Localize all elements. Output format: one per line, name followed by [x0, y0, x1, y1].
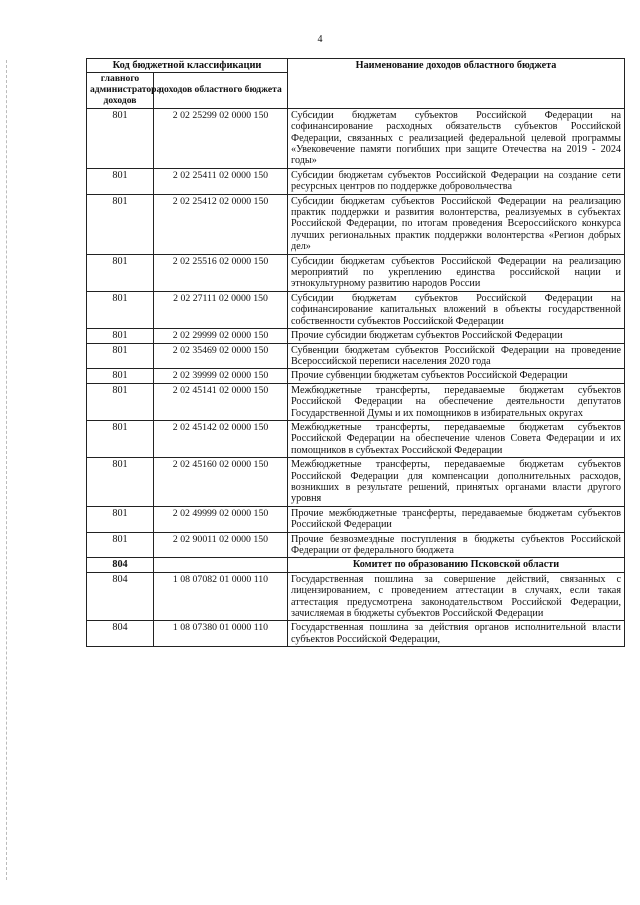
- revenue-name-cell: Субсидии бюджетам субъектов Российской Федерации на софинансирование капитальных вложений в объекты государственной собственности субъектов Российской Федерации: [288, 291, 625, 328]
- revenue-code-cell: 2 02 27111 02 0000 150: [154, 291, 288, 328]
- revenue-name-cell: Прочие субсидии бюджетам субъектов Российской Федерации: [288, 329, 625, 343]
- revenue-name-cell: Прочие безвозмездные поступления в бюджеты субъектов Российской Федерации от федерального бюджета: [288, 532, 625, 558]
- admin-code-cell: 801: [87, 506, 154, 532]
- revenue-name-cell: Прочие субвенции бюджетам субъектов Российской Федерации: [288, 369, 625, 383]
- budget-classification-table: [86, 58, 625, 647]
- left-margin-scan-line: [6, 60, 8, 880]
- revenue-name-cell: Субвенции бюджетам субъектов Российской Федерации на проведение Всероссийской переписи населения 2020 года: [288, 343, 625, 369]
- name-column-header: Наименование доходов областного бюджета: [288, 59, 625, 109]
- table-row: [87, 343, 625, 369]
- admin-code-cell: 801: [87, 194, 154, 254]
- admin-code-cell: 804: [87, 621, 154, 647]
- revenue-code-cell: 2 02 45141 02 0000 150: [154, 383, 288, 420]
- revenue-name-cell: Межбюджетные трансферты, передаваемые бюджетам субъектов Российской Федерации на обеспечение деятельности депутатов Государственной Думы и их помощников в избирательных округах: [288, 383, 625, 420]
- revenue-name-cell: Государственная пошлина за действия органов исполнительной власти субъектов Российской Федерации,: [288, 621, 625, 647]
- admin-code-cell: 801: [87, 369, 154, 383]
- admin-code-cell: 801: [87, 168, 154, 194]
- table-row: [87, 369, 625, 383]
- table-row: [87, 572, 625, 621]
- admin-code-cell: 804: [87, 558, 154, 572]
- table-row: [87, 194, 625, 254]
- group-header: Код бюджетной классификации: [87, 59, 288, 73]
- table-row: [87, 329, 625, 343]
- table-row: [87, 532, 625, 558]
- revenue-name-cell: Межбюджетные трансферты, передаваемые бюджетам субъектов Российской Федерации на обеспечение членов Совета Федерации и их помощников в субъектах Российской Федерации: [288, 420, 625, 457]
- revenue-name-cell: Субсидии бюджетам субъектов Российской Федерации на софинансирование расходных обязательств субъектов Российской Федерации, связанных с реализацией федеральной целевой программы «Увековечение памяти погибших при защите Отечества на 2019 - 2024 годы»: [288, 108, 625, 168]
- table-row: [87, 108, 625, 168]
- table-header-group-row: [87, 59, 625, 73]
- table-body: [87, 108, 625, 646]
- admin-code-cell: 801: [87, 254, 154, 291]
- admin-code-cell: 801: [87, 329, 154, 343]
- revenue-name-cell: Субсидии бюджетам субъектов Российской Федерации на реализацию практик поддержки и развития волонтерства, реализуемых в субъектах Российской Федерации, по итогам проведения Всероссийского конкурса лучших региональных практик поддержки волонтерства «Регион добрых дел»: [288, 194, 625, 254]
- admin-code-cell: 804: [87, 572, 154, 621]
- table-row: [87, 420, 625, 457]
- revenue-code-cell: 1 08 07082 01 0000 110: [154, 572, 288, 621]
- table-row: [87, 458, 625, 507]
- table-row: [87, 621, 625, 647]
- revenue-code-cell: 2 02 25516 02 0000 150: [154, 254, 288, 291]
- table-row: [87, 254, 625, 291]
- table-row: [87, 506, 625, 532]
- admin-code-cell: 801: [87, 291, 154, 328]
- revenue-code-cell: 2 02 35469 02 0000 150: [154, 343, 288, 369]
- revenue-code-cell: 2 02 25412 02 0000 150: [154, 194, 288, 254]
- table-row: [87, 291, 625, 328]
- revenue-code-cell: 2 02 29999 02 0000 150: [154, 329, 288, 343]
- revenue-code-cell: 2 02 45142 02 0000 150: [154, 420, 288, 457]
- revenue-code-cell: 2 02 39999 02 0000 150: [154, 369, 288, 383]
- admin-code-cell: 801: [87, 108, 154, 168]
- revenue-code-cell: 2 02 45160 02 0000 150: [154, 458, 288, 507]
- revenue-name-cell: Субсидии бюджетам субъектов Российской Федерации на реализацию мероприятий по укреплению единства российской нации и этнокультурному развитию народов России: [288, 254, 625, 291]
- revenue-name-cell: Прочие межбюджетные трансферты, передаваемые бюджетам субъектов Российской Федерации: [288, 506, 625, 532]
- revenue-code-cell: 2 02 25299 02 0000 150: [154, 108, 288, 168]
- revenue-code-cell: 2 02 49999 02 0000 150: [154, 506, 288, 532]
- revenue-name-cell: Субсидии бюджетам субъектов Российской Федерации на создание сети ресурсных центров по поддержке добровольчества: [288, 168, 625, 194]
- revenue-name-cell: Межбюджетные трансферты, передаваемые бюджетам субъектов Российской Федерации для компенсации дополнительных расходов, возникших в результате решений, принятых органами власти другого уровня: [288, 458, 625, 507]
- table-row: [87, 383, 625, 420]
- admin-code-cell: 801: [87, 532, 154, 558]
- admin-code-cell: 801: [87, 420, 154, 457]
- page-number: 4: [317, 34, 323, 45]
- revenue-code-cell: 2 02 25411 02 0000 150: [154, 168, 288, 194]
- revenue-name-cell: Государственная пошлина за совершение действий, связанных с лицензированием, с проведением аттестации в случаях, если такая аттестация предусмотрена законодательством Российской Федерации, зачисляемая в бюджеты субъектов Российской Федерации: [288, 572, 625, 621]
- revenue-name-cell: Комитет по образованию Псковской области: [288, 558, 625, 572]
- admin-column-header: главного администратора доходов: [87, 73, 154, 108]
- revenue-code-cell: [154, 558, 288, 572]
- table-row: [87, 168, 625, 194]
- admin-code-cell: 801: [87, 383, 154, 420]
- admin-code-cell: 801: [87, 343, 154, 369]
- revenue-code-cell: 1 08 07380 01 0000 110: [154, 621, 288, 647]
- section-row: [87, 558, 625, 572]
- admin-code-cell: 801: [87, 458, 154, 507]
- code-column-header: доходов областного бюджета: [154, 73, 288, 108]
- revenue-code-cell: 2 02 90011 02 0000 150: [154, 532, 288, 558]
